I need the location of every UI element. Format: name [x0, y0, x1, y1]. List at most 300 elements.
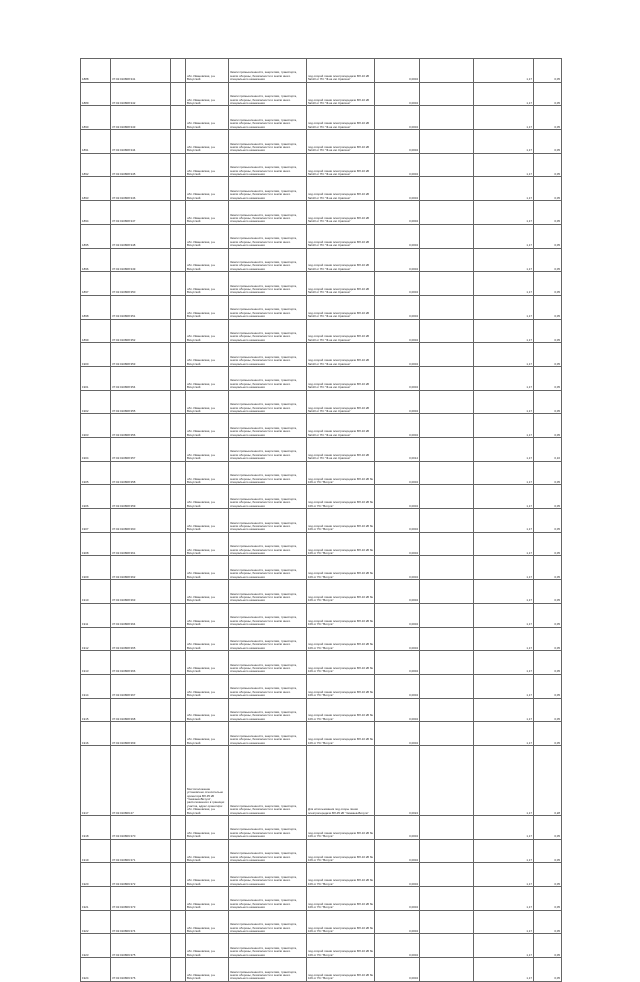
row-number: 1898 — [81, 295, 111, 319]
empty-cell — [420, 272, 474, 296]
land-category: Земли промышленности, энергетики, транспорта, земли обороны, безопасности и земли иного специального назначения — [229, 106, 307, 130]
land-category: Земли промышленности, энергетики, транспорта, земли обороны, безопасности и земли иного специального назначения — [229, 934, 307, 958]
land-category: Земли промышленности, энергетики, транспорта, земли обороны, безопасности и земли иного специального назначения — [229, 461, 307, 485]
table-row — [81, 839, 562, 863]
address: обл. Ивановская, р-н Вичугский — [186, 59, 229, 83]
permitted-use: под опорой линии электропередачи ВЛ-10 кВ №110 от ПС "Ф-ка им. Красина" — [307, 295, 375, 319]
cadastral-number: 37:02:010808:366 — [111, 651, 171, 675]
area-value: 0,0004 — [375, 722, 420, 746]
empty-cell — [420, 59, 474, 83]
address: обл. Ивановская, р-н Вичугский — [186, 201, 229, 225]
empty-cell — [171, 722, 186, 746]
cadastral-number: 37:02:010808:352 — [111, 319, 171, 343]
empty-cell — [420, 414, 474, 438]
empty-cell — [171, 177, 186, 201]
cadastral-number: 37:02:010808:353 — [111, 343, 171, 367]
row-number: 1902 — [81, 390, 111, 414]
land-category: Земли промышленности, энергетики, транспорта, земли обороны, безопасности и земли иного специального назначения — [229, 201, 307, 225]
empty-cell — [171, 839, 186, 863]
share-value: 1,17 — [474, 580, 534, 604]
address: обл. Ивановская, р-н Вичугский — [186, 509, 229, 533]
address: обл. Ивановская, р-н Вичугский — [186, 414, 229, 438]
empty-cell — [420, 674, 474, 698]
area-value: 0,0004 — [375, 887, 420, 911]
table-row — [81, 438, 562, 462]
area-value: 0,0004 — [375, 934, 420, 958]
empty-cell — [420, 319, 474, 343]
cadastral-number: 37:02:010808:358 — [111, 461, 171, 485]
address: обл. Ивановская, р-н Вичугский — [186, 934, 229, 958]
address: обл. Ивановская, р-н Вичугский — [186, 461, 229, 485]
row-number: 1916 — [81, 722, 111, 746]
amount-value: 0,05 — [534, 59, 562, 83]
row-number: 1917 — [81, 745, 111, 815]
row-number: 1919 — [81, 839, 111, 863]
area-value: 0,0024 — [375, 745, 420, 815]
address: обл. Ивановская, р-н Вичугский — [186, 106, 229, 130]
permitted-use: под опорой линии электропередачи ВЛ-10 кВ №110 от ПС "Ф-ка им. Красина" — [307, 319, 375, 343]
permitted-use: под опорой линии электропередачи ВЛ-10 кВ № 106 от ПС "Вичуга" — [307, 580, 375, 604]
area-value: 0,0004 — [375, 532, 420, 556]
address: обл. Ивановская, р-н Вичугский — [186, 248, 229, 272]
row-number: 1913 — [81, 651, 111, 675]
area-value: 0,0004 — [375, 815, 420, 839]
address: обл. Ивановская, р-н Вичугский — [186, 863, 229, 887]
share-value: 1,17 — [474, 248, 534, 272]
share-value: 1,17 — [474, 556, 534, 580]
address: обл. Ивановская, р-н Вичугский — [186, 815, 229, 839]
share-value: 1,17 — [474, 319, 534, 343]
table-row — [81, 248, 562, 272]
empty-cell — [171, 887, 186, 911]
amount-value: 0,05 — [534, 461, 562, 485]
cadastral-number: 37:02:010808:348 — [111, 224, 171, 248]
land-category: Земли промышленности, энергетики, транспорта, земли обороны, безопасности и земли иного специального назначения — [229, 248, 307, 272]
row-number: 1894 — [81, 201, 111, 225]
amount-value: 0,05 — [534, 224, 562, 248]
land-category: Земли промышленности, энергетики, транспорта, земли обороны, безопасности и земли иного специального назначения — [229, 224, 307, 248]
address: обл. Ивановская, р-н Вичугский — [186, 485, 229, 509]
permitted-use: под опорой линии электропередачи ВЛ-10 кВ № 106 от ПС "Вичуга" — [307, 910, 375, 934]
empty-cell — [420, 343, 474, 367]
land-category: Земли промышленности, энергетики, транспорта, земли обороны, безопасности и земли иного специального назначения — [229, 272, 307, 296]
area-value: 0,0004 — [375, 201, 420, 225]
empty-cell — [171, 674, 186, 698]
permitted-use: под опорой линии электропередачи ВЛ-10 кВ № 106 от ПС "Вичуга" — [307, 934, 375, 958]
permitted-use: под опорой линии электропередачи ВЛ-10 кВ № 106 от ПС "Вичуга" — [307, 461, 375, 485]
address: обл. Ивановская, р-н Вичугский — [186, 910, 229, 934]
row-number: 1889 — [81, 82, 111, 106]
empty-cell — [171, 414, 186, 438]
empty-cell — [420, 863, 474, 887]
area-value: 0,0004 — [375, 366, 420, 390]
amount-value: 0,05 — [534, 910, 562, 934]
cadastral-number: 37:02:010808:365 — [111, 627, 171, 651]
cadastral-number: 37:02:010808:351 — [111, 295, 171, 319]
empty-cell — [420, 224, 474, 248]
empty-cell — [420, 887, 474, 911]
area-value: 0,0004 — [375, 177, 420, 201]
area-value: 0,0004 — [375, 224, 420, 248]
table-row — [81, 82, 562, 106]
amount-value: 0,05 — [534, 177, 562, 201]
land-category: Земли промышленности, энергетики, транспорта, земли обороны, безопасности и земли иного специального назначения — [229, 59, 307, 83]
empty-cell — [420, 532, 474, 556]
land-category: Земли промышленности, энергетики, транспорта, земли обороны, безопасности и земли иного специального назначения — [229, 390, 307, 414]
share-value: 1,17 — [474, 815, 534, 839]
empty-cell — [171, 627, 186, 651]
empty-cell — [171, 580, 186, 604]
permitted-use: под опорой линии электропередачи ВЛ-10 кВ № 106 от ПС "Вичуга" — [307, 651, 375, 675]
cadastral-number: 37:02:010808:341 — [111, 59, 171, 83]
empty-cell — [420, 722, 474, 746]
table-row — [81, 509, 562, 533]
row-number: 1915 — [81, 698, 111, 722]
area-value: 0,0004 — [375, 295, 420, 319]
empty-cell — [171, 248, 186, 272]
row-number: 1909 — [81, 556, 111, 580]
area-value: 0,0014 — [375, 438, 420, 462]
land-category: Земли промышленности, энергетики, транспорта, земли обороны, безопасности и земли иного специального назначения — [229, 839, 307, 863]
share-value: 1,17 — [474, 272, 534, 296]
permitted-use: под опорой линии электропередачи ВЛ-10 кВ №110 от ПС "Ф-ка им. Красина" — [307, 390, 375, 414]
share-value: 1,17 — [474, 887, 534, 911]
share-value: 1,17 — [474, 295, 534, 319]
address: Местоположение установлено относительно ориентира ВЛ-35 кВ "Чемкаев-Вичуга", расположенного в границах участка, адрес ориентира: обл. Ивановская, р-н Вичугский — [186, 745, 229, 815]
address: обл. Ивановская, р-н Вичугский — [186, 153, 229, 177]
cadastral-number: 37:02:010809:373 — [111, 887, 171, 911]
share-value: 1,17 — [474, 509, 534, 533]
address: обл. Ивановская, р-н Вичугский — [186, 319, 229, 343]
amount-value: 0,05 — [534, 674, 562, 698]
share-value: 1,17 — [474, 651, 534, 675]
land-category: Земли промышленности, энергетики, транспорта, земли обороны, безопасности и земли иного специального назначения — [229, 580, 307, 604]
share-value: 1,17 — [474, 934, 534, 958]
permitted-use: под опорой линии электропередачи ВЛ-10 кВ №110 от ПС "Ф-ка им. Красина" — [307, 130, 375, 154]
permitted-use: под опорой линии электропередачи ВЛ-10 кВ № 106 от ПС "Вичуга" — [307, 556, 375, 580]
cadastral-number: 37:02:010808:364 — [111, 603, 171, 627]
empty-cell — [420, 82, 474, 106]
area-value: 0,0004 — [375, 863, 420, 887]
address: обл. Ивановская, р-н Вичугский — [186, 958, 229, 982]
row-number: 1907 — [81, 509, 111, 533]
share-value: 1,17 — [474, 130, 534, 154]
share-value: 1,17 — [474, 59, 534, 83]
empty-cell — [420, 556, 474, 580]
area-value: 0,0004 — [375, 319, 420, 343]
land-category: Земли промышленности, энергетики, транспорта, земли обороны, безопасности и земли иного специального назначения — [229, 863, 307, 887]
cadastral-number: 37:02:010809:370 — [111, 815, 171, 839]
empty-cell — [420, 485, 474, 509]
empty-cell — [420, 910, 474, 934]
share-value: 1,17 — [474, 745, 534, 815]
empty-cell — [171, 438, 186, 462]
row-number: 1901 — [81, 366, 111, 390]
cadastral-number: 37:02:010808:343 — [111, 106, 171, 130]
empty-cell — [171, 366, 186, 390]
empty-cell — [171, 745, 186, 815]
empty-cell — [171, 390, 186, 414]
amount-value: 0,05 — [534, 390, 562, 414]
empty-cell — [171, 863, 186, 887]
table-row — [81, 722, 562, 746]
cadastral-number: 37:02:010809:47 — [111, 745, 171, 815]
area-value: 0,0004 — [375, 461, 420, 485]
area-value: 0,0004 — [375, 106, 420, 130]
empty-cell — [171, 295, 186, 319]
table-row — [81, 556, 562, 580]
land-category: Земли промышленности, энергетики, транспорта, земли обороны, безопасности и земли иного специального назначения — [229, 438, 307, 462]
cadastral-number: 37:02:010808:357 — [111, 438, 171, 462]
row-number: 1914 — [81, 674, 111, 698]
cadastral-number: 37:02:010808:350 — [111, 272, 171, 296]
cadastral-number: 37:02:010808:345 — [111, 153, 171, 177]
cadastral-number: 37:02:010808:347 — [111, 201, 171, 225]
amount-value: 0,28 — [534, 745, 562, 815]
row-number: 1921 — [81, 887, 111, 911]
area-value: 0,0004 — [375, 343, 420, 367]
amount-value: 0,05 — [534, 130, 562, 154]
permitted-use: под опорой линии электропередачи ВЛ-10 кВ № 106 от ПС "Вичуга" — [307, 839, 375, 863]
amount-value: 0,05 — [534, 485, 562, 509]
address: обл. Ивановская, р-н Вичугский — [186, 603, 229, 627]
row-number: 1918 — [81, 815, 111, 839]
address: обл. Ивановская, р-н Вичугский — [186, 343, 229, 367]
permitted-use: Для использования под опоры линии электропередачи ВЛ-35 кВ "Чемкаев-Вичуга" — [307, 745, 375, 815]
row-number: 1906 — [81, 485, 111, 509]
row-number: 1924 — [81, 958, 111, 982]
address: обл. Ивановская, р-н Вичугский — [186, 272, 229, 296]
land-category: Земли промышленности, энергетики, транспорта, земли обороны, безопасности и земли иного специального назначения — [229, 958, 307, 982]
land-category: Земли промышленности, энергетики, транспорта, земли обороны, безопасности и земли иного специального назначения — [229, 366, 307, 390]
permitted-use: под опорой линии электропередачи ВЛ-10 кВ №110 от ПС "Ф-ка им. Красина" — [307, 343, 375, 367]
table-row — [81, 485, 562, 509]
empty-cell — [171, 556, 186, 580]
amount-value: 0,05 — [534, 934, 562, 958]
amount-value: 0,16 — [534, 438, 562, 462]
permitted-use: под опорой линии электропередачи ВЛ-10 кВ №110 от ПС "Ф-ка им. Красина" — [307, 177, 375, 201]
amount-value: 0,05 — [534, 414, 562, 438]
cadastral-number: 37:02:010808:362 — [111, 556, 171, 580]
empty-cell — [420, 295, 474, 319]
permitted-use: под опорой линии электропередачи ВЛ-10 кВ № 106 от ПС "Вичуга" — [307, 863, 375, 887]
row-number: 1895 — [81, 224, 111, 248]
cadastral-number: 37:02:010808:363 — [111, 580, 171, 604]
amount-value: 0,05 — [534, 366, 562, 390]
address: обл. Ивановская, р-н Вичугский — [186, 438, 229, 462]
table-row — [81, 627, 562, 651]
empty-cell — [171, 532, 186, 556]
land-category: Земли промышленности, энергетики, транспорта, земли обороны, безопасности и земли иного специального назначения — [229, 130, 307, 154]
share-value: 1,17 — [474, 343, 534, 367]
cadastral-number: 37:02:010808:344 — [111, 130, 171, 154]
empty-cell — [171, 958, 186, 982]
table-row — [81, 745, 562, 815]
empty-cell — [171, 934, 186, 958]
permitted-use: под опорой линии электропередачи ВЛ-10 кВ № 106 от ПС "Вичуга" — [307, 698, 375, 722]
share-value: 1,17 — [474, 106, 534, 130]
table-row — [81, 863, 562, 887]
cadastral-number: 37:02:010808:354 — [111, 366, 171, 390]
area-value: 0,0004 — [375, 153, 420, 177]
cadastral-number: 37:02:010808:349 — [111, 248, 171, 272]
area-value: 0,0004 — [375, 674, 420, 698]
empty-cell — [171, 224, 186, 248]
empty-cell — [420, 839, 474, 863]
share-value: 1,17 — [474, 224, 534, 248]
amount-value: 0,05 — [534, 153, 562, 177]
permitted-use: под опорой линии электропередачи ВЛ-10 кВ №110 от ПС "Ф-ка им. Красина" — [307, 153, 375, 177]
share-value: 1,17 — [474, 722, 534, 746]
land-category: Земли промышленности, энергетики, транспорта, земли обороны, безопасности и земли иного специального назначения — [229, 509, 307, 533]
amount-value: 0,05 — [534, 863, 562, 887]
table-row — [81, 532, 562, 556]
cadastral-number: 37:02:010808:360 — [111, 509, 171, 533]
address: обл. Ивановская, р-н Вичугский — [186, 580, 229, 604]
address: обл. Ивановская, р-н Вичугский — [186, 674, 229, 698]
table-row — [81, 201, 562, 225]
cadastral-number: 37:02:010809:376 — [111, 958, 171, 982]
table-row — [81, 319, 562, 343]
table-row — [81, 130, 562, 154]
cadastral-number: 37:02:010808:342 — [111, 82, 171, 106]
area-value: 0,0004 — [375, 485, 420, 509]
empty-cell — [420, 958, 474, 982]
row-number: 1897 — [81, 272, 111, 296]
share-value: 1,17 — [474, 461, 534, 485]
address: обл. Ивановская, р-н Вичугский — [186, 224, 229, 248]
cadastral-number: 37:02:010808:367 — [111, 674, 171, 698]
empty-cell — [420, 366, 474, 390]
land-category: Земли промышленности, энергетики, транспорта, земли обороны, безопасности и земли иного специального назначения — [229, 651, 307, 675]
table-row — [81, 153, 562, 177]
permitted-use: под опорой линии электропередачи ВЛ-10 кВ №110 от ПС "Ф-ка им. Красина" — [307, 248, 375, 272]
amount-value: 0,05 — [534, 272, 562, 296]
row-number: 1911 — [81, 603, 111, 627]
address: обл. Ивановская, р-н Вичугский — [186, 651, 229, 675]
amount-value: 0,05 — [534, 319, 562, 343]
permitted-use: под опорой линии электропередачи ВЛ-10 кВ № 106 от ПС "Вичуга" — [307, 532, 375, 556]
empty-cell — [420, 698, 474, 722]
permitted-use: под опорой линии электропередачи ВЛ-10 кВ №110 от ПС "Ф-ка им. Красина" — [307, 82, 375, 106]
permitted-use: под опорой линии электропередачи ВЛ-10 кВ №110 от ПС "Ф-ка им. Красина" — [307, 272, 375, 296]
empty-cell — [420, 651, 474, 675]
area-value: 0,0004 — [375, 509, 420, 533]
empty-cell — [171, 153, 186, 177]
table-row — [81, 272, 562, 296]
table-row — [81, 603, 562, 627]
empty-cell — [420, 248, 474, 272]
share-value: 1,17 — [474, 698, 534, 722]
area-value: 0,0004 — [375, 958, 420, 982]
table-body — [81, 59, 562, 982]
area-value: 0,0004 — [375, 603, 420, 627]
address: обл. Ивановская, р-н Вичугский — [186, 556, 229, 580]
share-value: 1,17 — [474, 910, 534, 934]
amount-value: 0,05 — [534, 201, 562, 225]
table-row — [81, 674, 562, 698]
cadastral-number: 37:02:010809:372 — [111, 863, 171, 887]
amount-value: 0,05 — [534, 580, 562, 604]
cadastral-number: 37:02:010808:355 — [111, 390, 171, 414]
empty-cell — [171, 272, 186, 296]
land-category: Земли промышленности, энергетики, транспорта, земли обороны, безопасности и земли иного специального назначения — [229, 698, 307, 722]
land-category: Земли промышленности, энергетики, транспорта, земли обороны, безопасности и земли иного специального назначения — [229, 627, 307, 651]
area-value: 0,0004 — [375, 82, 420, 106]
address: обл. Ивановская, р-н Вичугский — [186, 722, 229, 746]
share-value: 1,17 — [474, 177, 534, 201]
empty-cell — [420, 201, 474, 225]
cadastral-number: 37:02:010808:361 — [111, 532, 171, 556]
table-row — [81, 366, 562, 390]
share-value: 1,17 — [474, 82, 534, 106]
cadastral-number: 37:02:010808:359 — [111, 485, 171, 509]
share-value: 1,17 — [474, 390, 534, 414]
table-row — [81, 59, 562, 83]
row-number: 1912 — [81, 627, 111, 651]
amount-value: 0,05 — [534, 722, 562, 746]
share-value: 1,17 — [474, 153, 534, 177]
row-number: 1896 — [81, 248, 111, 272]
empty-cell — [171, 698, 186, 722]
land-category: Земли промышленности, энергетики, транспорта, земли обороны, безопасности и земли иного специального назначения — [229, 485, 307, 509]
permitted-use: под опорой линии электропередачи ВЛ-10 кВ №110 от ПС "Ф-ка им. Красина" — [307, 59, 375, 83]
cadastral-number: 37:02:010809:371 — [111, 839, 171, 863]
permitted-use: под опорой линии электропередачи ВЛ-10 кВ №110 от ПС "Ф-ка им. Красина" — [307, 201, 375, 225]
land-category: Земли промышленности, энергетики, транспорта, земли обороны, безопасности и земли иного специального назначения — [229, 722, 307, 746]
land-category: Земли промышленности, энергетики, транспорта, земли обороны, безопасности и земли иного специального назначения — [229, 674, 307, 698]
share-value: 1,17 — [474, 958, 534, 982]
empty-cell — [420, 509, 474, 533]
empty-cell — [420, 461, 474, 485]
area-value: 0,0004 — [375, 130, 420, 154]
table-row — [81, 958, 562, 982]
amount-value: 0,05 — [534, 815, 562, 839]
area-value: 0,0004 — [375, 248, 420, 272]
land-category: Земли промышленности, энергетики, транспорта, земли обороны, безопасности и земли иного специального назначения — [229, 82, 307, 106]
empty-cell — [420, 815, 474, 839]
amount-value: 0,05 — [534, 698, 562, 722]
table-row — [81, 390, 562, 414]
table-row — [81, 651, 562, 675]
row-number: 1903 — [81, 414, 111, 438]
land-registry-table — [80, 58, 562, 982]
empty-cell — [420, 177, 474, 201]
empty-cell — [171, 461, 186, 485]
area-value: 0,0004 — [375, 414, 420, 438]
land-category: Земли промышленности, энергетики, транспорта, земли обороны, безопасности и земли иного специального назначения — [229, 319, 307, 343]
permitted-use: под опорой линии электропередачи ВЛ-10 кВ № 106 от ПС "Вичуга" — [307, 674, 375, 698]
area-value: 0,0004 — [375, 580, 420, 604]
share-value: 1,17 — [474, 839, 534, 863]
share-value: 1,17 — [474, 366, 534, 390]
amount-value: 0,05 — [534, 958, 562, 982]
land-category: Земли промышленности, энергетики, транспорта, земли обороны, безопасности и земли иного специального назначения — [229, 153, 307, 177]
row-number: 1904 — [81, 438, 111, 462]
empty-cell — [171, 603, 186, 627]
empty-cell — [420, 934, 474, 958]
land-category: Земли промышленности, энергетики, транспорта, земли обороны, безопасности и земли иного специального назначения — [229, 887, 307, 911]
land-category: Земли промышленности, энергетики, транспорта, земли обороны, безопасности и земли иного специального назначения — [229, 603, 307, 627]
row-number: 1891 — [81, 130, 111, 154]
permitted-use: под опорой линии электропередачи ВЛ-10 кВ №110 от ПС "Ф-ка им. Красина" — [307, 224, 375, 248]
empty-cell — [420, 627, 474, 651]
cadastral-number: 37:02:010808:356 — [111, 414, 171, 438]
address: обл. Ивановская, р-н Вичугский — [186, 390, 229, 414]
empty-cell — [171, 59, 186, 83]
permitted-use: под опорой линии электропередачи ВЛ-10 кВ №110 от ПС "Ф-ка им. Красина" — [307, 438, 375, 462]
amount-value: 0,05 — [534, 839, 562, 863]
